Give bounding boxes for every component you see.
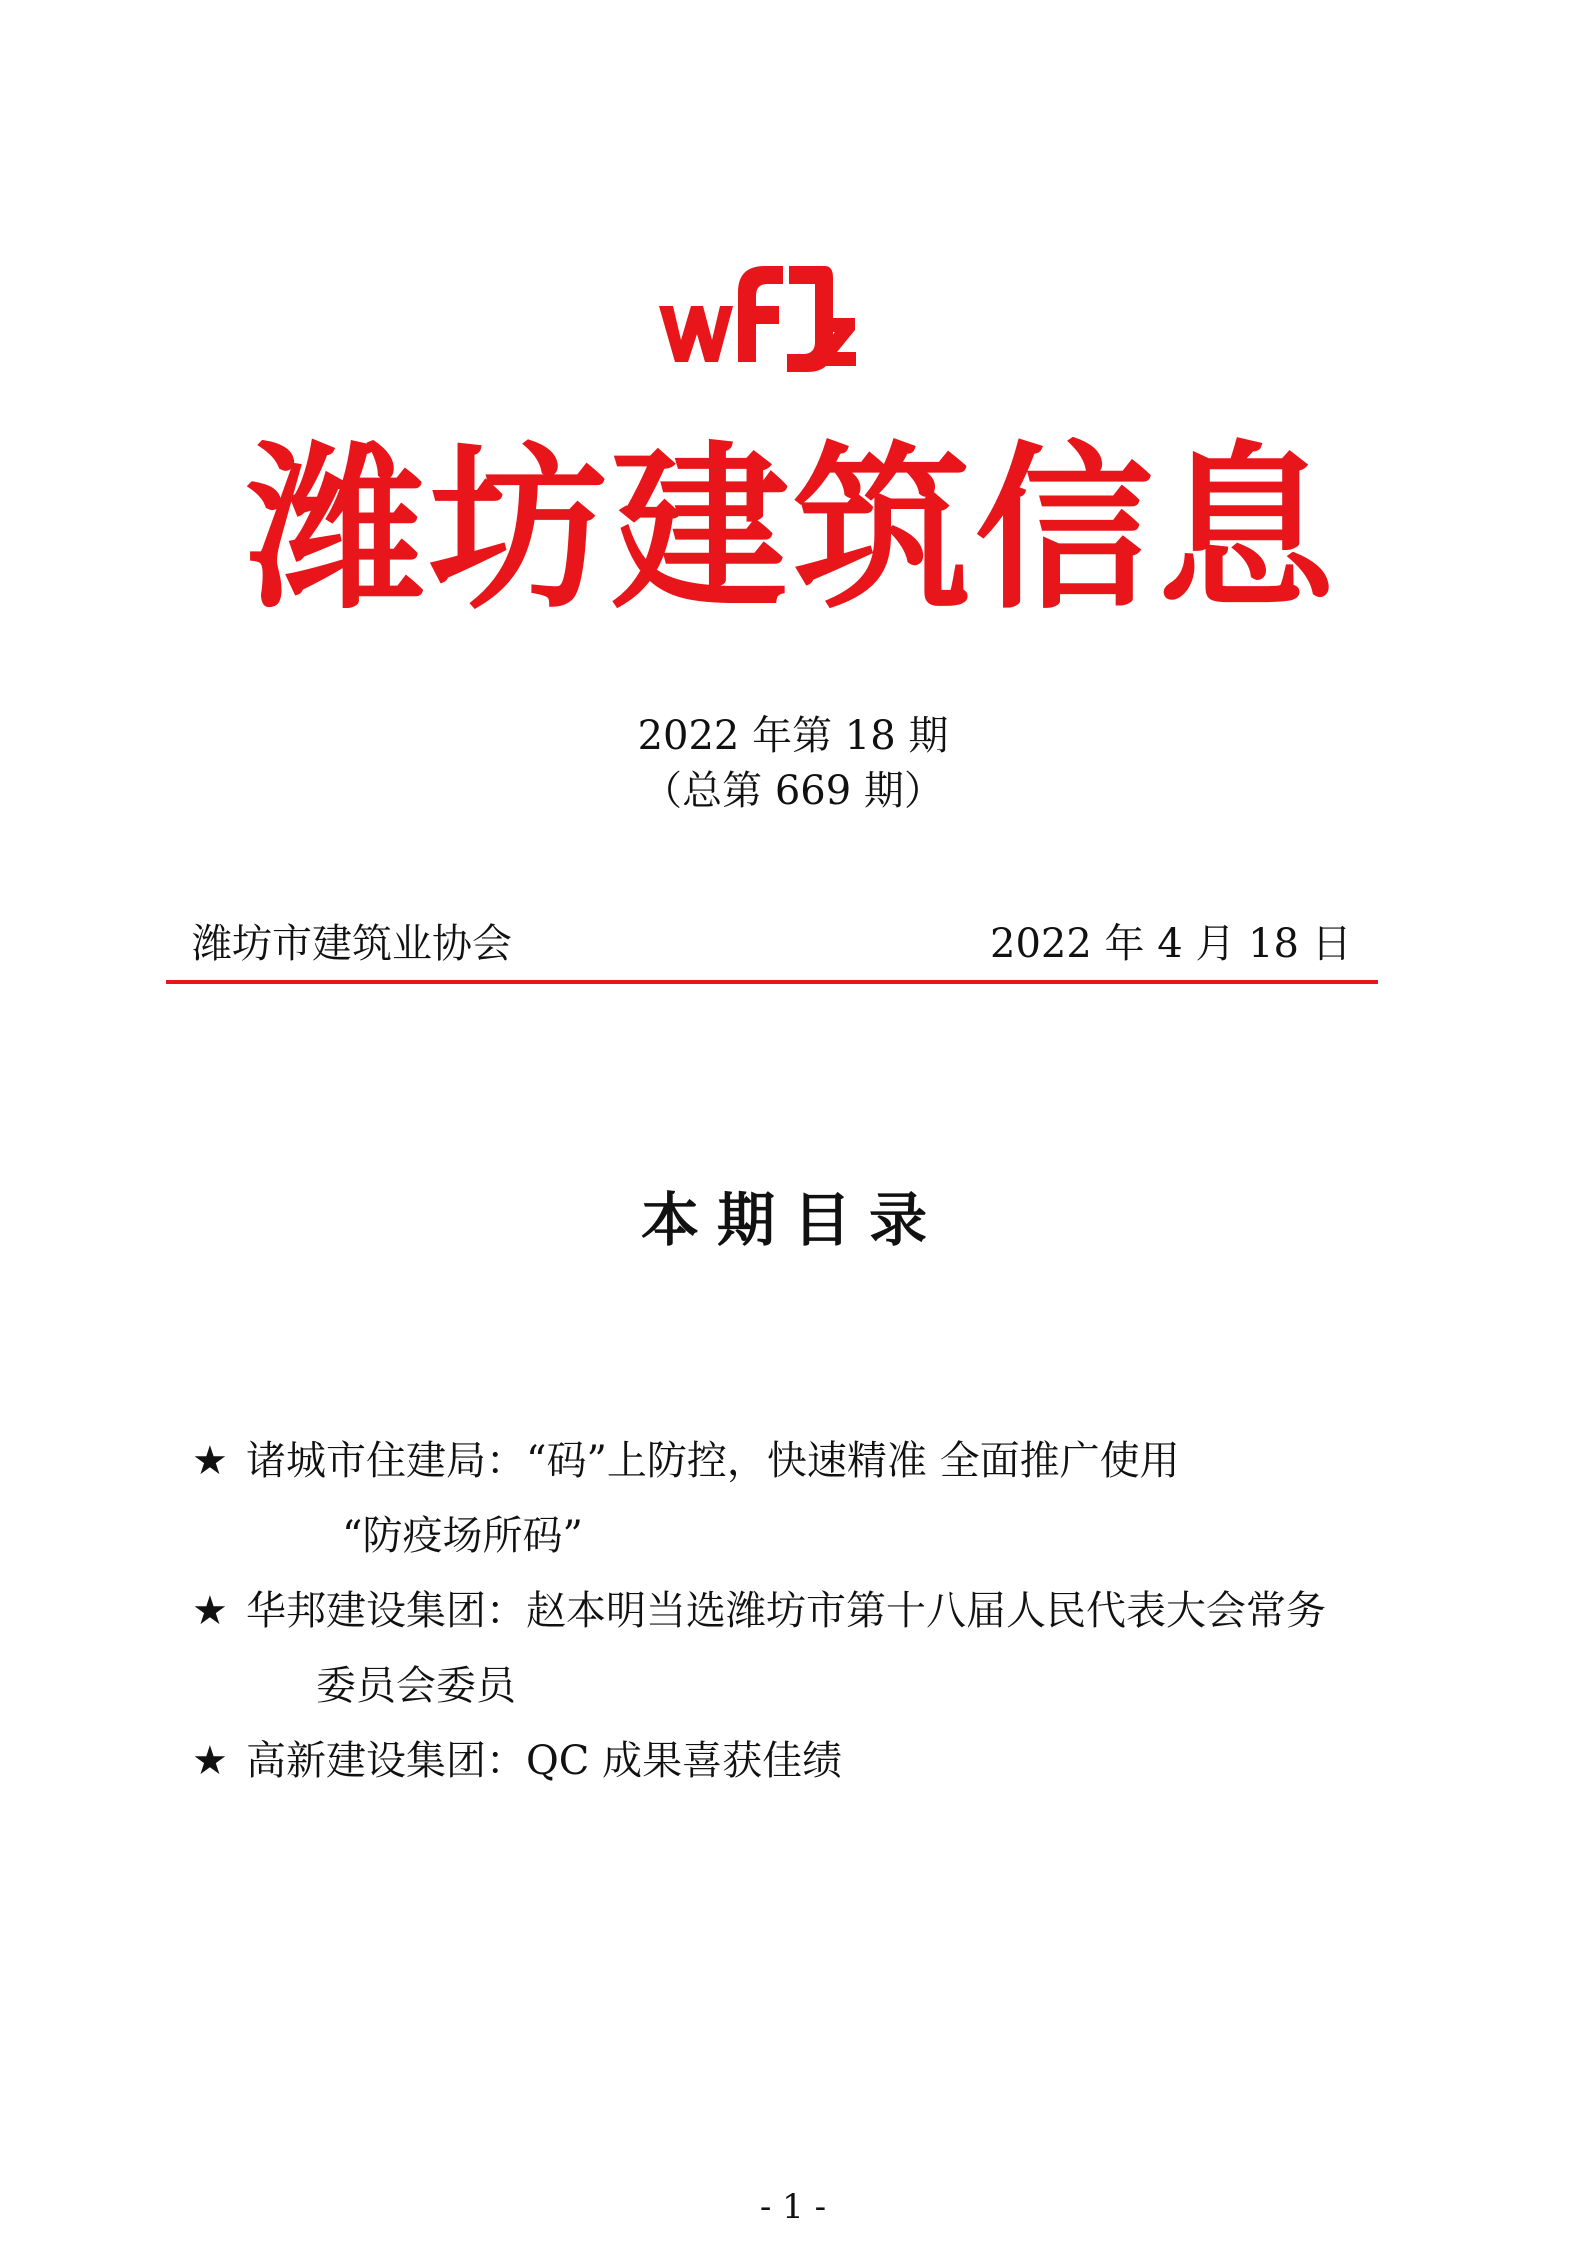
toc-item-line: 诸城市住建局：“码”上防控，快速精准 全面推广使用	[246, 1438, 1180, 1484]
star-icon: ★	[192, 1438, 228, 1484]
toc-item-line: 高新建设集团：QC 成果喜获佳绩	[246, 1738, 843, 1784]
publisher-name: 潍坊市建筑业协会	[192, 921, 512, 967]
toc-item-continuation: 委员会委员	[316, 1663, 516, 1709]
wfjz-logo-icon	[655, 248, 860, 383]
toc-item[interactable]	[192, 1424, 1412, 1574]
toc-item-continuation: “防疫场所码”	[342, 1513, 583, 1559]
toc-list	[192, 1424, 1412, 1799]
page-number: - 1 -	[759, 2187, 827, 2227]
masthead-title: 潍坊建筑信息	[247, 426, 1339, 633]
star-icon: ★	[192, 1588, 228, 1634]
logo	[655, 248, 860, 383]
toc-title: 本期目录	[640, 1186, 945, 1254]
header-divider	[166, 980, 1378, 984]
issue-date: 2022 年 4 月 18 日	[990, 921, 1352, 967]
toc-item[interactable]	[192, 1724, 1412, 1799]
issue-number: 2022 年第 18 期	[637, 713, 949, 759]
toc-item[interactable]	[192, 1574, 1412, 1724]
issue-total-number: （总第 669 期）	[642, 768, 944, 814]
star-icon: ★	[192, 1738, 228, 1784]
toc-item-line: 华邦建设集团：赵本明当选潍坊市第十八届人民代表大会常务	[246, 1588, 1326, 1634]
